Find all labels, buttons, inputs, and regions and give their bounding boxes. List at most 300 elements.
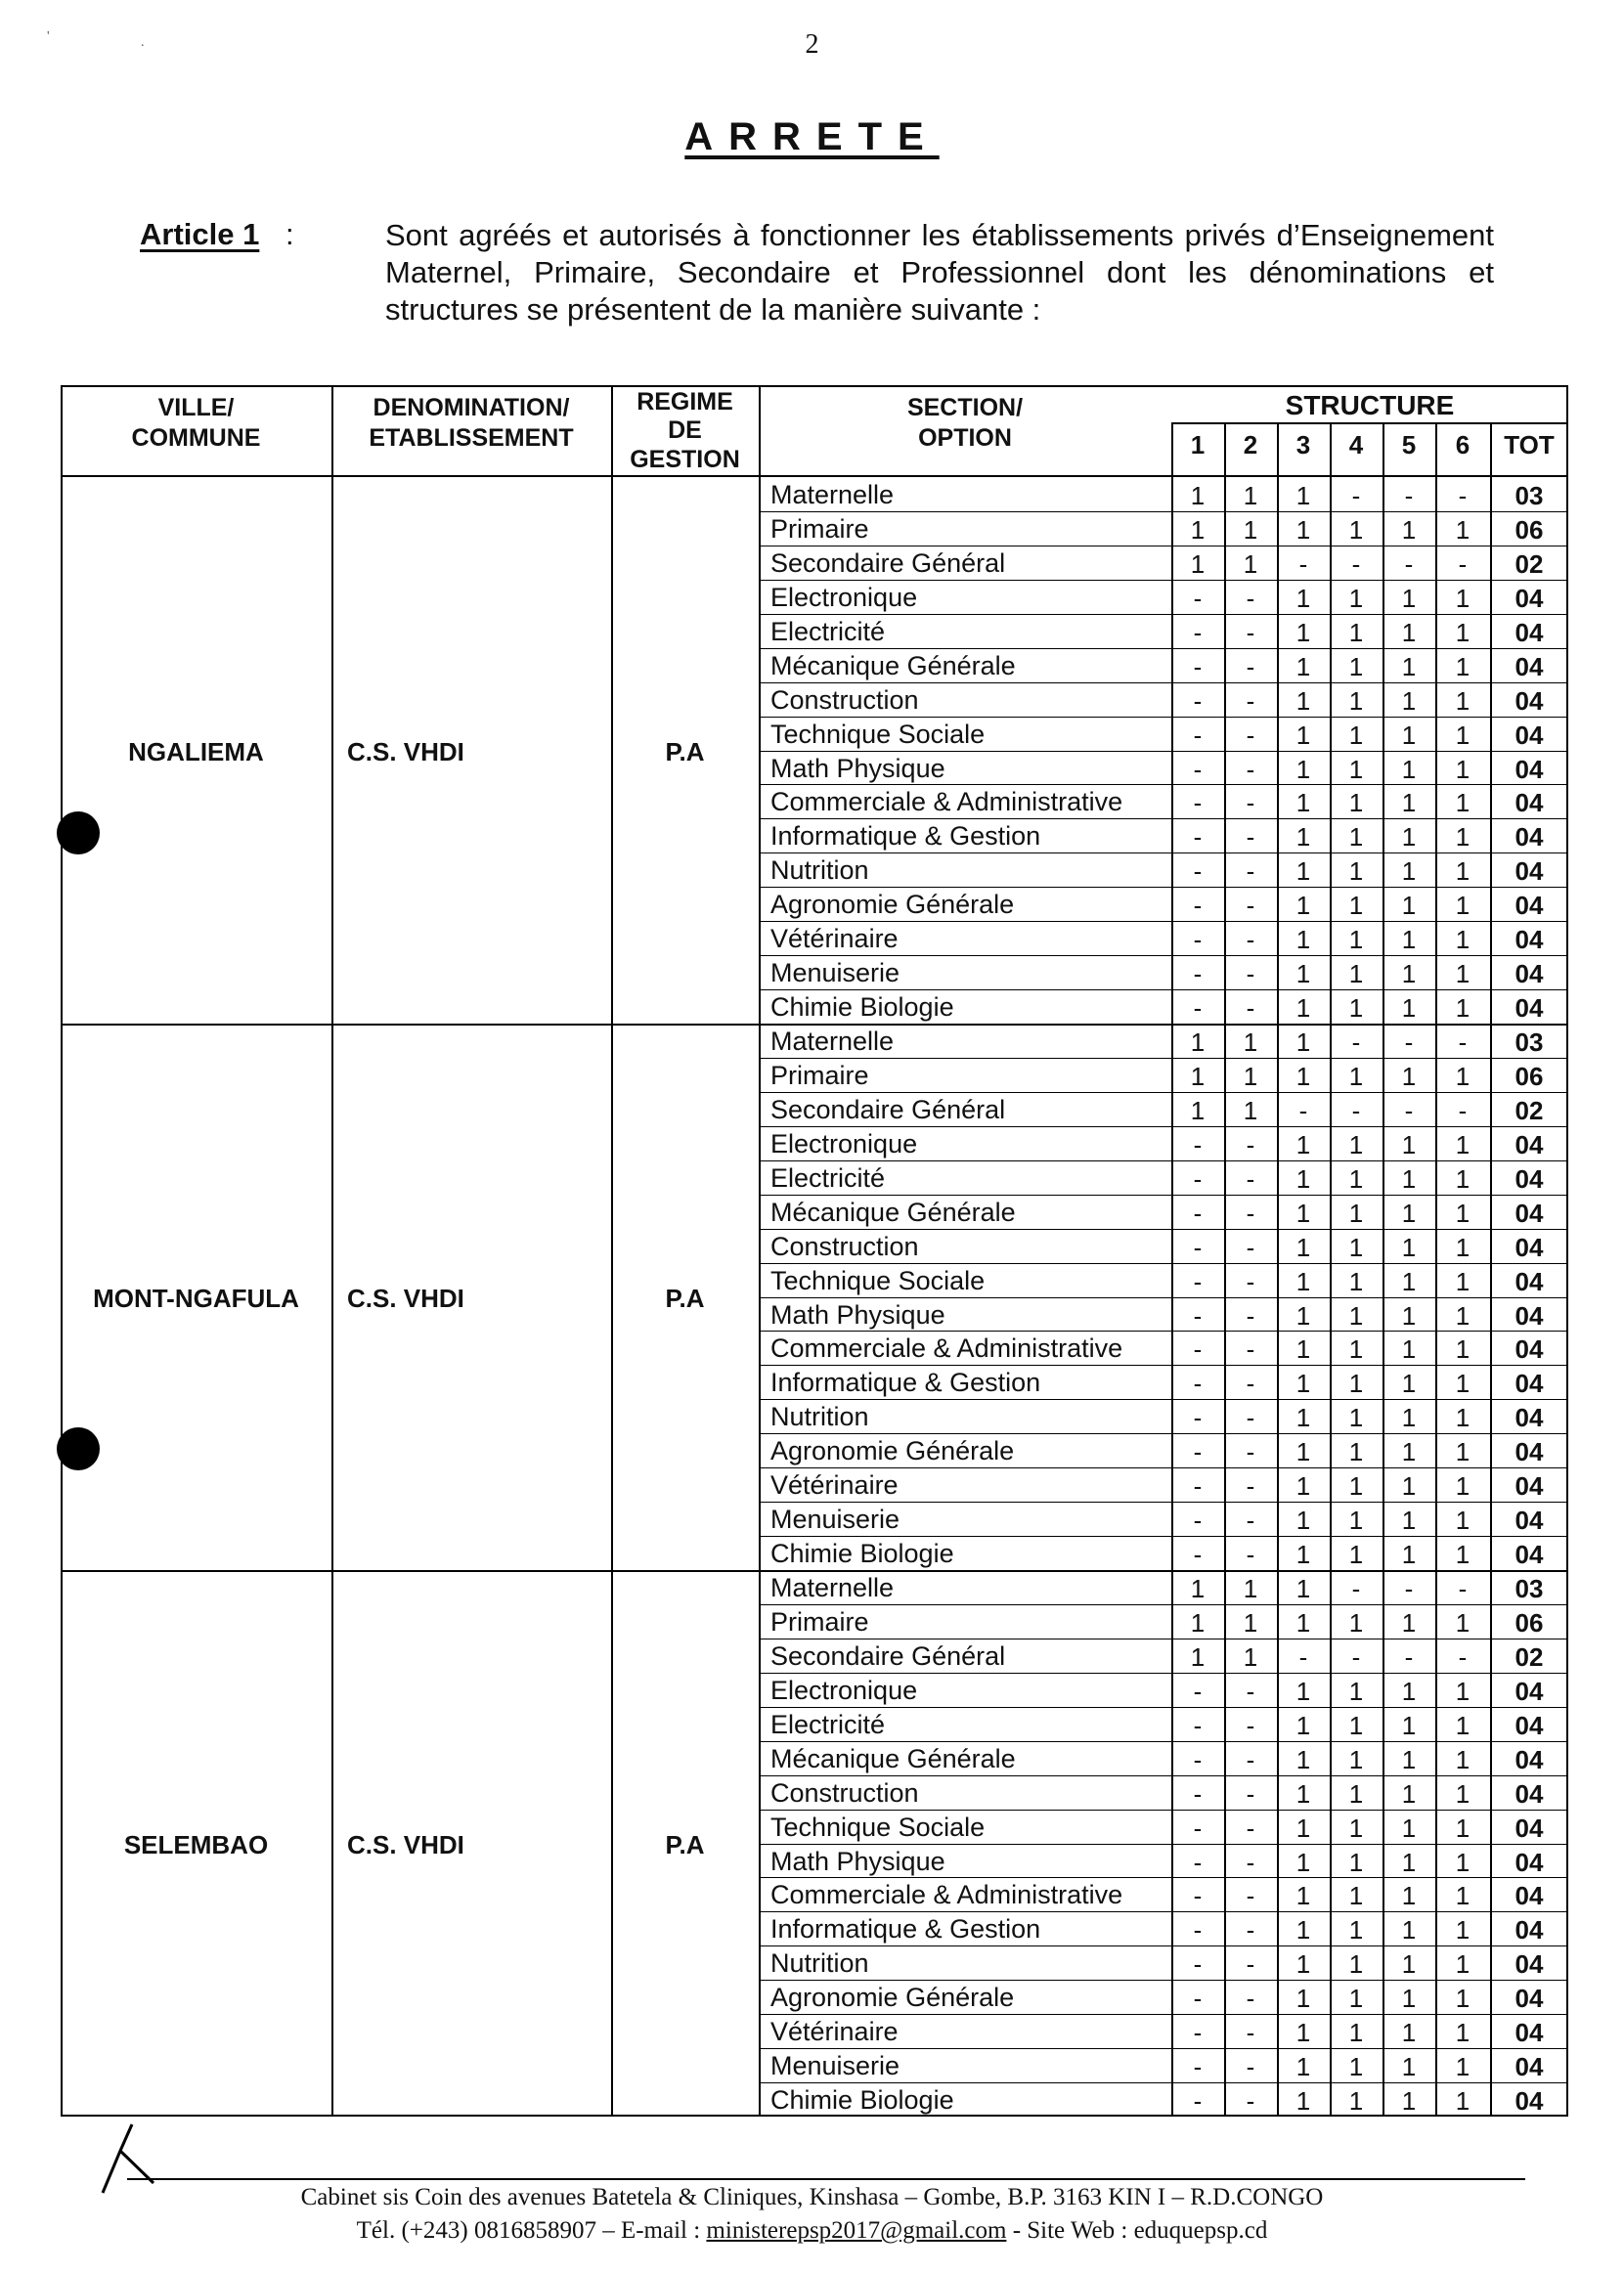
- structure-cell: 1: [1401, 1881, 1417, 1911]
- structure-total: 04: [1514, 1984, 1544, 2014]
- structure-cell: -: [1193, 1744, 1203, 1774]
- structure-cell: 1: [1455, 822, 1470, 852]
- structure-cell: 1: [1190, 481, 1206, 510]
- structure-cell: -: [1246, 788, 1255, 818]
- structure-cell: 1: [1455, 1437, 1470, 1467]
- header-bottom-line: [61, 475, 1568, 477]
- structure-total: 04: [1514, 822, 1544, 852]
- option-name: Mécanique Générale: [770, 1197, 1016, 1227]
- structure-cell: 1: [1295, 1984, 1311, 2014]
- structure-cell: -: [1193, 1540, 1203, 1570]
- structure-cell: 1: [1455, 1540, 1470, 1570]
- article-label-text: Article 1: [140, 217, 260, 251]
- structure-total: 02: [1514, 1095, 1544, 1125]
- structure-total: 04: [1514, 1369, 1544, 1399]
- structure-total: 04: [1514, 1676, 1544, 1706]
- structure-cell: -: [1193, 1847, 1203, 1877]
- structure-cell: -: [1193, 925, 1203, 955]
- option-name: Menuiserie: [770, 958, 900, 988]
- structure-cell: 1: [1348, 788, 1364, 818]
- structure-cell: 1: [1348, 1813, 1364, 1843]
- structure-cell: 1: [1455, 1847, 1470, 1877]
- row-divider: [759, 511, 1568, 512]
- structure-cell: 1: [1455, 1881, 1470, 1911]
- structure-cell: 1: [1455, 2018, 1470, 2048]
- header-structure-col-2: 2: [1243, 430, 1258, 459]
- structure-subheader-line: [1171, 422, 1568, 424]
- structure-cell: 1: [1295, 2052, 1311, 2082]
- structure-cell: -: [1193, 1369, 1203, 1399]
- structure-cell: 1: [1401, 583, 1417, 613]
- row-divider: [759, 1467, 1568, 1468]
- structure-cell: 1: [1455, 1129, 1470, 1159]
- structure-cell: -: [1193, 1232, 1203, 1262]
- structure-total: 04: [1514, 1129, 1544, 1159]
- structure-cell: -: [1246, 1334, 1255, 1365]
- row-divider: [759, 2048, 1568, 2049]
- structure-cell: 1: [1455, 1471, 1470, 1502]
- regime-gestion: P.A: [665, 736, 705, 766]
- structure-cell: -: [1246, 822, 1255, 852]
- row-divider: [759, 1365, 1568, 1366]
- structure-cell: -: [1193, 1984, 1203, 2014]
- structure-cell: 1: [1455, 1061, 1470, 1091]
- option-name: Commerciale & Administrative: [770, 787, 1123, 817]
- structure-cell: 1: [1401, 1949, 1417, 1980]
- structure-cell: 1: [1295, 856, 1311, 887]
- ville-commune: MONT-NGAFULA: [93, 1283, 299, 1313]
- row-divider: [759, 1536, 1568, 1537]
- structure-cell: -: [1246, 1744, 1255, 1774]
- structure-cell: -: [1246, 1984, 1255, 2014]
- option-name: Construction: [770, 1777, 919, 1808]
- row-divider: [759, 1126, 1568, 1127]
- structure-cell: 1: [1190, 1607, 1206, 1638]
- structure-cell: -: [1246, 1198, 1255, 1228]
- punch-hole: [57, 811, 100, 854]
- structure-cell: 1: [1455, 1266, 1470, 1296]
- structure-cell: -: [1246, 959, 1255, 989]
- structure-cell: 1: [1455, 925, 1470, 955]
- option-name: Secondaire Général: [770, 1640, 1006, 1671]
- row-divider: [759, 1092, 1568, 1093]
- structure-cell: 1: [1295, 822, 1311, 852]
- structure-cell: -: [1246, 856, 1255, 887]
- structure-cell: 1: [1455, 685, 1470, 716]
- structure-total: 04: [1514, 1437, 1544, 1467]
- structure-cell: -: [1193, 1266, 1203, 1296]
- structure-cell: -: [1351, 1095, 1361, 1125]
- structure-cell: 1: [1295, 685, 1311, 716]
- structure-cell: -: [1246, 1676, 1255, 1706]
- option-name: Informatique & Gestion: [770, 821, 1041, 852]
- structure-cell: -: [1193, 1403, 1203, 1433]
- row-divider: [759, 1810, 1568, 1811]
- structure-cell: -: [1193, 959, 1203, 989]
- structure-cell: 1: [1348, 754, 1364, 784]
- structure-cell: -: [1193, 583, 1203, 613]
- structure-total: 04: [1514, 1744, 1544, 1774]
- structure-cell: -: [1351, 1641, 1361, 1672]
- header-ville-line1: VILLE/: [157, 394, 235, 421]
- structure-cell: -: [1246, 1847, 1255, 1877]
- structure-cell: -: [1246, 1506, 1255, 1536]
- structure-cell: -: [1246, 1129, 1255, 1159]
- header-regime-line3: GESTION: [630, 446, 740, 473]
- structure-cell: 1: [1455, 1778, 1470, 1809]
- structure-cell: -: [1193, 754, 1203, 784]
- structure-cell: 1: [1401, 891, 1417, 921]
- option-name: Vétérinaire: [770, 2017, 899, 2047]
- structure-cell: -: [1246, 1163, 1255, 1194]
- structure-cell: -: [1458, 481, 1468, 510]
- structure-cell: 1: [1295, 1369, 1311, 1399]
- structure-cell: -: [1246, 685, 1255, 716]
- structure-total: 04: [1514, 2052, 1544, 2082]
- structure-total: 04: [1514, 788, 1544, 818]
- structure-cell: -: [1193, 993, 1203, 1024]
- structure-cell: -: [1246, 1813, 1255, 1843]
- structure-cell: 1: [1455, 959, 1470, 989]
- structure-cell: 1: [1348, 1744, 1364, 1774]
- structure-cell: -: [1351, 548, 1361, 579]
- option-name: Informatique & Gestion: [770, 1914, 1041, 1945]
- row-divider: [759, 1775, 1568, 1776]
- structure-total: 04: [1514, 1300, 1544, 1331]
- structure-cell: 1: [1348, 1540, 1364, 1570]
- structure-total: 04: [1514, 959, 1544, 989]
- structure-cell: 1: [1190, 548, 1206, 579]
- structure-total: 04: [1514, 685, 1544, 716]
- structure-cell: -: [1193, 1949, 1203, 1980]
- structure-cell: -: [1193, 617, 1203, 647]
- structure-cell: 1: [1295, 1027, 1311, 1057]
- structure-cell: 1: [1348, 583, 1364, 613]
- structure-cell: -: [1246, 617, 1255, 647]
- structure-cell: 1: [1190, 1061, 1206, 1091]
- structure-total: 04: [1514, 925, 1544, 955]
- structure-cell: 1: [1348, 1881, 1364, 1911]
- structure-total: 04: [1514, 617, 1544, 647]
- structure-total: 02: [1514, 548, 1544, 579]
- structure-cell: -: [1246, 2018, 1255, 2048]
- structure-total: 04: [1514, 1881, 1544, 1911]
- structure-cell: 1: [1295, 1334, 1311, 1365]
- structure-cell: -: [1458, 548, 1468, 579]
- structure-cell: 1: [1455, 1232, 1470, 1262]
- structure-cell: -: [1193, 651, 1203, 681]
- ville-commune: SELEMBAO: [123, 1829, 269, 1859]
- structure-cell: 1: [1295, 1163, 1311, 1194]
- structure-cell: 1: [1295, 1949, 1311, 1980]
- structure-cell: 1: [1295, 583, 1311, 613]
- structure-cell: -: [1246, 583, 1255, 613]
- structure-total: 04: [1514, 1710, 1544, 1740]
- structure-cell: -: [1246, 1881, 1255, 1911]
- row-divider: [759, 1297, 1568, 1298]
- structure-cell: 1: [1295, 993, 1311, 1024]
- row-divider: [759, 1433, 1568, 1434]
- structure-cell: 1: [1348, 651, 1364, 681]
- footer-tel: Tél. (+243) 0816858907 – E-mail :: [356, 2217, 707, 2244]
- structure-cell: -: [1246, 1710, 1255, 1740]
- structure-cell: 1: [1295, 1813, 1311, 1843]
- structure-cell: -: [1193, 1437, 1203, 1467]
- structure-cell: -: [1246, 1266, 1255, 1296]
- option-name: Chimie Biologie: [770, 2085, 954, 2116]
- option-name: Construction: [770, 1231, 919, 1261]
- structure-cell: -: [1298, 1641, 1308, 1672]
- structure-cell: -: [1193, 1129, 1203, 1159]
- structure-total: 02: [1514, 1641, 1544, 1672]
- group-divider: [61, 1570, 1568, 1572]
- option-name: Maternelle: [770, 1027, 895, 1056]
- structure-cell: 1: [1455, 1915, 1470, 1945]
- table-border-top: [61, 385, 1568, 387]
- structure-cell: -: [1193, 685, 1203, 716]
- structure-cell: -: [1351, 1574, 1361, 1603]
- structure-cell: 1: [1401, 1061, 1417, 1091]
- structure-total: 04: [1514, 856, 1544, 887]
- regime-gestion: P.A: [665, 1829, 705, 1859]
- structure-cell: 1: [1455, 1710, 1470, 1740]
- footer-contact: [0, 2217, 1624, 2245]
- header-regime-line1: REGIME: [636, 388, 733, 415]
- option-name: Electricité: [770, 1709, 886, 1739]
- structure-cell: 1: [1401, 822, 1417, 852]
- structure-cell: 1: [1295, 481, 1311, 510]
- column-divider: [331, 385, 333, 2117]
- option-name: Primaire: [770, 513, 869, 544]
- structure-cell: 1: [1348, 959, 1364, 989]
- structure-cell: 1: [1455, 1300, 1470, 1331]
- structure-cell: 1: [1190, 514, 1206, 545]
- structure-cell: -: [1246, 720, 1255, 750]
- structure-cell: 1: [1401, 651, 1417, 681]
- option-name: Chimie Biologie: [770, 992, 954, 1023]
- option-name: Math Physique: [770, 1846, 945, 1876]
- option-name: Vétérinaire: [770, 924, 899, 954]
- row-divider: [759, 1058, 1568, 1059]
- option-name: Technique Sociale: [770, 1812, 986, 1842]
- footer-email-link[interactable]: ministerepsp2017@gmail.com: [706, 2217, 1007, 2244]
- row-divider: [759, 1877, 1568, 1878]
- etablissement-name: C.S. VHDI: [347, 1829, 464, 1859]
- option-name: Menuiserie: [770, 1505, 900, 1535]
- row-divider: [759, 1195, 1568, 1196]
- option-name: Construction: [770, 684, 919, 715]
- structure-cell: 1: [1455, 1984, 1470, 2014]
- structure-cell: 1: [1295, 1437, 1311, 1467]
- structure-cell: 1: [1401, 2018, 1417, 2048]
- structure-cell: 1: [1295, 1778, 1311, 1809]
- row-divider: [759, 955, 1568, 956]
- structure-cell: 1: [1348, 1129, 1364, 1159]
- structure-cell: 1: [1401, 1163, 1417, 1194]
- structure-cell: 1: [1455, 1676, 1470, 1706]
- structure-cell: 1: [1190, 1027, 1206, 1057]
- structure-cell: 1: [1348, 1266, 1364, 1296]
- row-divider: [759, 1844, 1568, 1845]
- structure-cell: -: [1246, 1949, 1255, 1980]
- row-divider: [759, 818, 1568, 819]
- structure-cell: 1: [1455, 891, 1470, 921]
- structure-cell: 1: [1295, 1676, 1311, 1706]
- header-regime-line2: DE: [668, 416, 702, 444]
- option-name: Electricité: [770, 1162, 886, 1193]
- option-name: Menuiserie: [770, 2051, 900, 2081]
- structure-cell: 1: [1401, 1403, 1417, 1433]
- option-name: Math Physique: [770, 1299, 945, 1330]
- etablissement-name: C.S. VHDI: [347, 1283, 464, 1313]
- row-divider: [759, 989, 1568, 990]
- structure-cell: 1: [1401, 925, 1417, 955]
- structure-cell: 1: [1348, 617, 1364, 647]
- structure-cell: 1: [1401, 1710, 1417, 1740]
- regime-gestion: P.A: [665, 1283, 705, 1313]
- structure-cell: -: [1246, 891, 1255, 921]
- structure-total: 06: [1514, 514, 1544, 545]
- row-divider: [759, 1502, 1568, 1503]
- structure-cell: 1: [1243, 1641, 1258, 1672]
- structure-cell: 1: [1348, 2086, 1364, 2117]
- structure-cell: -: [1404, 1641, 1414, 1672]
- structure-total: 04: [1514, 1471, 1544, 1502]
- structure-cell: -: [1246, 1369, 1255, 1399]
- structure-cell: 1: [1455, 720, 1470, 750]
- structure-cell: -: [1193, 856, 1203, 887]
- structure-cell: 1: [1295, 891, 1311, 921]
- row-divider: [759, 852, 1568, 853]
- structure-cell: 1: [1295, 617, 1311, 647]
- structure-total: 03: [1514, 481, 1544, 510]
- structure-cell: 1: [1401, 1369, 1417, 1399]
- structure-total: 04: [1514, 891, 1544, 921]
- structure-cell: 1: [1348, 1506, 1364, 1536]
- structure-cell: 1: [1455, 1163, 1470, 1194]
- structure-cell: 1: [1295, 1300, 1311, 1331]
- structure-cell: 1: [1295, 1266, 1311, 1296]
- structure-cell: 1: [1348, 1471, 1364, 1502]
- structure-total: 04: [1514, 1334, 1544, 1365]
- option-name: Informatique & Gestion: [770, 1368, 1041, 1398]
- option-name: Nutrition: [770, 1402, 869, 1432]
- option-name: Vétérinaire: [770, 1470, 899, 1501]
- row-divider: [759, 784, 1568, 785]
- structure-cell: -: [1193, 1710, 1203, 1740]
- structure-total: 04: [1514, 1847, 1544, 1877]
- structure-table: [61, 385, 1568, 2117]
- structure-cell: 1: [1348, 1300, 1364, 1331]
- structure-total: 04: [1514, 1266, 1544, 1296]
- structure-cell: 1: [1243, 1095, 1258, 1125]
- structure-cell: 1: [1295, 514, 1311, 545]
- structure-cell: -: [1246, 1915, 1255, 1945]
- option-name: Commerciale & Administrative: [770, 1880, 1123, 1910]
- footer-divider: [127, 2178, 1525, 2180]
- structure-total: 04: [1514, 993, 1544, 1024]
- structure-cell: 1: [1401, 1744, 1417, 1774]
- structure-cell: 1: [1401, 617, 1417, 647]
- option-name: Electronique: [770, 1675, 918, 1705]
- structure-cell: -: [1351, 1027, 1361, 1057]
- row-divider: [759, 1604, 1568, 1605]
- option-name: Secondaire Général: [770, 1094, 1006, 1124]
- row-divider: [759, 580, 1568, 581]
- option-name: Electronique: [770, 582, 918, 612]
- structure-cell: 1: [1401, 1607, 1417, 1638]
- structure-cell: 1: [1401, 1506, 1417, 1536]
- structure-cell: 1: [1401, 959, 1417, 989]
- structure-cell: -: [1246, 1437, 1255, 1467]
- structure-cell: 1: [1455, 1744, 1470, 1774]
- page-number: 2: [805, 29, 819, 60]
- header-structure-col-1: 1: [1190, 430, 1206, 459]
- row-divider: [759, 1229, 1568, 1230]
- option-name: Primaire: [770, 1606, 869, 1637]
- row-divider: [759, 921, 1568, 922]
- row-divider: [759, 1399, 1568, 1400]
- structure-cell: -: [1246, 1778, 1255, 1809]
- header-structure-col-6: 6: [1455, 430, 1470, 459]
- structure-cell: -: [1193, 1881, 1203, 1911]
- structure-cell: 1: [1455, 1198, 1470, 1228]
- structure-total: 04: [1514, 1163, 1544, 1194]
- structure-cell: -: [1193, 822, 1203, 852]
- structure-cell: 1: [1455, 583, 1470, 613]
- row-divider: [759, 1331, 1568, 1332]
- structure-cell: 1: [1455, 1607, 1470, 1638]
- header-denomination-line1: DENOMINATION/: [373, 394, 570, 421]
- structure-cell: -: [1246, 754, 1255, 784]
- option-name: Agronomie Générale: [770, 1436, 1015, 1466]
- structure-cell: 1: [1401, 1813, 1417, 1843]
- row-divider: [759, 682, 1568, 683]
- structure-cell: 1: [1348, 1778, 1364, 1809]
- row-divider: [759, 1673, 1568, 1674]
- structure-cell: 1: [1348, 1369, 1364, 1399]
- header-structure: STRUCTURE: [1285, 390, 1455, 420]
- structure-cell: 1: [1295, 1881, 1311, 1911]
- structure-cell: -: [1193, 2018, 1203, 2048]
- structure-cell: 1: [1295, 1471, 1311, 1502]
- structure-cell: 1: [1348, 1607, 1364, 1638]
- row-divider: [759, 1980, 1568, 1981]
- footer-web: - Site Web : eduquepsp.cd: [1006, 2217, 1268, 2244]
- structure-cell: 1: [1348, 822, 1364, 852]
- structure-total: 04: [1514, 720, 1544, 750]
- structure-cell: -: [1193, 1300, 1203, 1331]
- row-divider: [759, 1263, 1568, 1264]
- row-divider: [759, 1911, 1568, 1912]
- structure-cell: 1: [1401, 1676, 1417, 1706]
- structure-cell: 1: [1455, 754, 1470, 784]
- structure-cell: 1: [1455, 2086, 1470, 2117]
- structure-cell: 1: [1243, 514, 1258, 545]
- header-section-line2: OPTION: [918, 424, 1012, 452]
- structure-cell: -: [1193, 1334, 1203, 1365]
- article-text: Sont agréés et autorisés à fonctionner les établissements privés d’Enseignement Maternel, Primaire, Secondaire et Professionnel dont les dénominations et structures se présentent de la manière suivante :: [385, 218, 1494, 327]
- structure-cell: 1: [1348, 685, 1364, 716]
- structure-cell: -: [1246, 1471, 1255, 1502]
- structure-cell: -: [1458, 1027, 1468, 1057]
- option-name: Mécanique Générale: [770, 650, 1016, 680]
- structure-cell: 1: [1401, 1334, 1417, 1365]
- structure-cell: -: [1193, 1676, 1203, 1706]
- structure-cell: 1: [1190, 1095, 1206, 1125]
- structure-cell: 1: [1243, 481, 1258, 510]
- option-name: Technique Sociale: [770, 719, 986, 749]
